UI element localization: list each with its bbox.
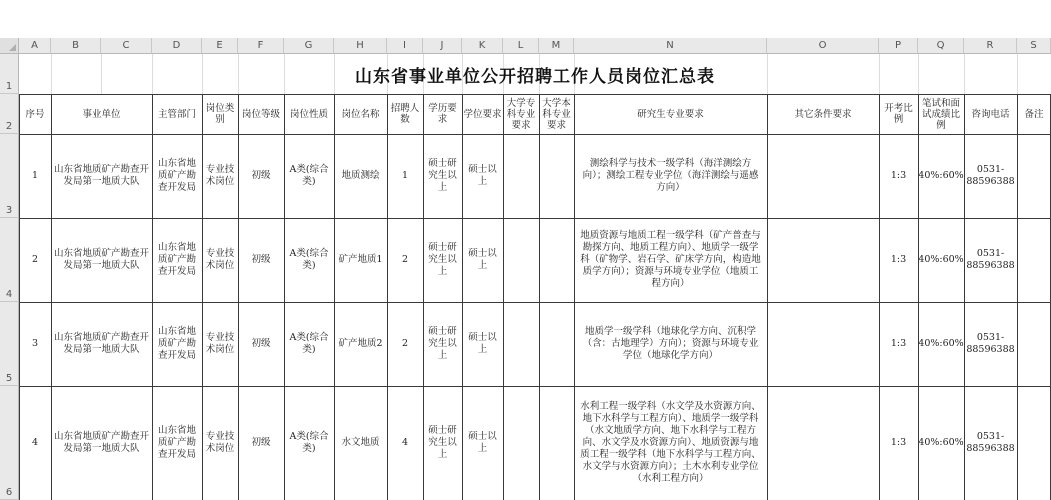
data-cell-post-level[interactable]: 初级 bbox=[251, 338, 271, 349]
column-header-j[interactable]: J bbox=[423, 38, 462, 54]
data-cell-post-level[interactable]: 初级 bbox=[251, 170, 271, 181]
table-border bbox=[19, 94, 1051, 95]
table-border bbox=[202, 94, 203, 500]
data-cell-recruit-num[interactable]: 2 bbox=[401, 254, 409, 265]
table-border bbox=[51, 94, 52, 500]
column-header-i[interactable]: I bbox=[387, 38, 423, 54]
data-cell-post-name[interactable]: 矿产地质1 bbox=[338, 254, 383, 265]
data-cell-bachelor-major[interactable] bbox=[539, 302, 574, 386]
table-border bbox=[964, 94, 965, 500]
table-border bbox=[423, 94, 424, 500]
data-cell-other[interactable] bbox=[767, 302, 879, 386]
table-border bbox=[152, 94, 153, 500]
row-header-6[interactable]: 6 bbox=[0, 386, 19, 500]
column-header-e[interactable]: E bbox=[202, 38, 238, 54]
data-cell-recruit-num[interactable]: 4 bbox=[401, 437, 409, 448]
data-cell-phone[interactable]: 0531-88596388 bbox=[966, 248, 1015, 271]
data-cell-graduate-major[interactable]: 地质资源与地质工程一级学科（矿产普查与勘探方向、地质工程方向）、地质学一级学科（矿物学、岩石学、矿床学方向，构造地质学方向）；资源与环境专业学位（地质工程方向） bbox=[580, 230, 761, 289]
column-header-f[interactable]: F bbox=[238, 38, 284, 54]
table-border bbox=[19, 302, 1051, 303]
column-header-h[interactable]: H bbox=[334, 38, 387, 54]
data-cell-degree[interactable]: 硕士以上 bbox=[468, 431, 497, 454]
header-cell-degree[interactable]: 学位要求 bbox=[463, 108, 502, 120]
header-cell-unit[interactable]: 事业单位 bbox=[82, 108, 121, 120]
data-cell-bachelor-major[interactable] bbox=[539, 386, 574, 500]
data-cell-post-type[interactable]: 专业技术岗位 bbox=[205, 248, 235, 271]
header-cell-other[interactable]: 其它条件要求 bbox=[794, 108, 852, 120]
data-cell-unit[interactable]: 山东省地质矿产勘查开发局第一地质大队 bbox=[54, 332, 150, 355]
data-cell-remark[interactable] bbox=[1017, 134, 1051, 218]
column-header-b[interactable]: B bbox=[51, 38, 101, 54]
data-cell-other[interactable] bbox=[767, 218, 879, 302]
data-cell-post-type[interactable]: 专业技术岗位 bbox=[205, 332, 235, 355]
data-cell-seq[interactable]: 3 bbox=[31, 338, 39, 349]
data-cell-post-nature[interactable]: A类(综合类) bbox=[289, 431, 329, 454]
column-header-r[interactable]: R bbox=[964, 38, 1017, 54]
header-cell-dept[interactable]: 主管部门 bbox=[157, 108, 196, 120]
data-cell-dept[interactable]: 山东省地质矿产勘查开发局 bbox=[157, 242, 196, 277]
table-border bbox=[284, 94, 285, 500]
data-cell-bachelor-major[interactable] bbox=[539, 134, 574, 218]
data-cell-ratio[interactable]: 1:3 bbox=[890, 254, 907, 265]
data-cell-post-level[interactable]: 初级 bbox=[251, 437, 271, 448]
data-cell-degree[interactable]: 硕士以上 bbox=[468, 248, 497, 271]
header-cell-post-type[interactable]: 岗位类别 bbox=[205, 103, 235, 125]
table-border bbox=[334, 94, 335, 500]
table-border bbox=[539, 94, 540, 500]
data-cell-remark[interactable] bbox=[1017, 302, 1051, 386]
column-header-s[interactable]: S bbox=[1017, 38, 1051, 54]
data-cell-post-name[interactable]: 矿产地质2 bbox=[338, 338, 383, 349]
column-header-k[interactable]: K bbox=[462, 38, 503, 54]
data-cell-unit[interactable]: 山东省地质矿产勘查开发局第一地质大队 bbox=[54, 431, 150, 454]
table-border bbox=[503, 94, 504, 500]
data-cell-post-level[interactable]: 初级 bbox=[251, 254, 271, 265]
header-cell-ratio[interactable]: 开考比例 bbox=[884, 103, 913, 125]
column-header-c[interactable]: C bbox=[101, 38, 152, 54]
data-cell-college-major[interactable] bbox=[503, 386, 539, 500]
data-cell-degree[interactable]: 硕士以上 bbox=[468, 164, 497, 187]
header-cell-phone[interactable]: 咨询电话 bbox=[971, 108, 1010, 120]
header-cell-bachelor-major[interactable]: 大学本科专业要求 bbox=[542, 97, 571, 131]
row-header-4[interactable]: 4 bbox=[0, 218, 19, 302]
data-cell-recruit-num[interactable]: 1 bbox=[401, 170, 409, 181]
column-header-q[interactable]: Q bbox=[918, 38, 964, 54]
data-cell-graduate-major[interactable]: 测绘科学与技术一级学科（海洋测绘方向）；测绘工程专业学位（海洋测绘与遥感方向） bbox=[582, 158, 759, 193]
table-border bbox=[387, 94, 388, 500]
data-cell-post-type[interactable]: 专业技术岗位 bbox=[205, 431, 235, 454]
data-cell-other[interactable] bbox=[767, 134, 879, 218]
header-cell-remark[interactable]: 备注 bbox=[1024, 108, 1044, 120]
header-cell-post-nature[interactable]: 岗位性质 bbox=[289, 108, 328, 120]
table-border bbox=[19, 134, 1051, 135]
row-header-3[interactable]: 3 bbox=[0, 134, 19, 218]
row-header-5[interactable]: 5 bbox=[0, 302, 19, 386]
data-cell-seq[interactable]: 2 bbox=[31, 254, 39, 265]
data-cell-dept[interactable]: 山东省地质矿产勘查开发局 bbox=[157, 425, 196, 460]
data-cell-post-nature[interactable]: A类(综合类) bbox=[289, 332, 329, 355]
table-border bbox=[879, 94, 880, 500]
column-header-d[interactable]: D bbox=[152, 38, 202, 54]
data-cell-graduate-major[interactable]: 地质学一级学科（地球化学方向、沉积学（含：古地理学）方向）；资源与环境专业学位（地球化学方向） bbox=[582, 326, 759, 361]
column-header-o[interactable]: O bbox=[767, 38, 879, 54]
data-cell-ratio[interactable]: 1:3 bbox=[890, 338, 907, 349]
data-cell-phone[interactable]: 0531-88596388 bbox=[966, 431, 1015, 454]
table-border bbox=[19, 386, 1051, 387]
data-cell-education[interactable]: 硕士研究生以上 bbox=[428, 242, 457, 277]
data-cell-college-major[interactable] bbox=[503, 134, 539, 218]
data-cell-remark[interactable] bbox=[1017, 386, 1051, 500]
column-header-g[interactable]: G bbox=[284, 38, 334, 54]
table-border bbox=[767, 94, 768, 500]
sheet-title[interactable]: 山东省事业单位公开招聘工作人员岗位汇总表 bbox=[355, 66, 715, 87]
data-cell-post-name[interactable]: 水文地质 bbox=[341, 437, 380, 448]
data-cell-unit[interactable]: 山东省地质矿产勘查开发局第一地质大队 bbox=[54, 248, 150, 271]
data-cell-bachelor-major[interactable] bbox=[539, 218, 574, 302]
data-cell-post-type[interactable]: 专业技术岗位 bbox=[205, 164, 235, 187]
data-cell-post-nature[interactable]: A类(综合类) bbox=[289, 164, 329, 187]
toolbar-area bbox=[0, 0, 1051, 38]
header-cell-education[interactable]: 学历要求 bbox=[428, 103, 457, 125]
data-cell-post-name[interactable]: 地质测绘 bbox=[341, 170, 380, 181]
data-cell-degree[interactable]: 硕士以上 bbox=[468, 332, 497, 355]
column-header-n[interactable]: N bbox=[574, 38, 767, 54]
data-cell-phone[interactable]: 0531-88596388 bbox=[966, 164, 1015, 187]
header-cell-post-name[interactable]: 岗位名称 bbox=[341, 108, 380, 120]
data-cell-education[interactable]: 硕士研究生以上 bbox=[428, 425, 457, 460]
data-cell-dept[interactable]: 山东省地质矿产勘查开发局 bbox=[157, 326, 196, 361]
column-header-m[interactable]: M bbox=[539, 38, 574, 54]
header-cell-college-major[interactable]: 大学专科专业要求 bbox=[506, 97, 536, 131]
select-all-corner[interactable] bbox=[0, 38, 19, 54]
data-cell-education[interactable]: 硕士研究生以上 bbox=[428, 158, 457, 193]
header-cell-graduate-major[interactable]: 研究生专业要求 bbox=[637, 108, 704, 120]
data-cell-phone[interactable]: 0531-88596388 bbox=[966, 332, 1015, 355]
table-border bbox=[19, 218, 1051, 219]
column-header-a[interactable]: A bbox=[19, 38, 51, 54]
data-cell-recruit-num[interactable]: 2 bbox=[401, 338, 409, 349]
data-cell-dept[interactable]: 山东省地质矿产勘查开发局 bbox=[157, 158, 196, 193]
table-border bbox=[19, 94, 20, 500]
header-cell-seq[interactable]: 序号 bbox=[25, 108, 45, 120]
table-border bbox=[462, 94, 463, 500]
header-cell-post-level[interactable]: 岗位等级 bbox=[241, 108, 280, 120]
data-cell-unit[interactable]: 山东省地质矿产勘查开发局第一地质大队 bbox=[54, 164, 150, 187]
table-border bbox=[574, 94, 575, 500]
data-cell-graduate-major[interactable]: 水利工程一级学科（水文学及水资源方向、地下水科学与工程方向）、地质学一级学科（水文地质学方向、地下水科学与工程方向、水文学及水资源方向）、地质资源与地质工程一级学科（地下水科学与工程方向、水文学与水资源方向）；土木水利专业学位（水利工程方向） bbox=[580, 401, 761, 484]
data-cell-education[interactable]: 硕士研究生以上 bbox=[428, 326, 457, 361]
header-cell-score-ratio[interactable]: 笔试和面试成绩比例 bbox=[921, 97, 960, 131]
data-cell-college-major[interactable] bbox=[503, 218, 539, 302]
table-border bbox=[918, 94, 919, 500]
data-cell-score-ratio[interactable]: 40%:60% bbox=[918, 437, 964, 448]
table-border bbox=[1017, 94, 1018, 500]
column-header-l[interactable]: L bbox=[503, 38, 539, 54]
row-header-2[interactable]: 2 bbox=[0, 94, 19, 134]
column-header-p[interactable]: P bbox=[879, 38, 918, 54]
header-cell-recruit-num[interactable]: 招聘人数 bbox=[390, 103, 420, 125]
data-cell-score-ratio[interactable]: 40%:60% bbox=[918, 338, 964, 349]
row-header-1[interactable]: 1 bbox=[0, 54, 19, 94]
data-cell-post-nature[interactable]: A类(综合类) bbox=[289, 248, 329, 271]
data-cell-college-major[interactable] bbox=[503, 302, 539, 386]
table-border bbox=[238, 94, 239, 500]
data-cell-other[interactable] bbox=[767, 386, 879, 500]
data-cell-ratio[interactable]: 1:3 bbox=[890, 170, 907, 181]
data-cell-score-ratio[interactable]: 40%:60% bbox=[918, 254, 964, 265]
data-cell-seq[interactable]: 1 bbox=[31, 170, 39, 181]
data-cell-ratio[interactable]: 1:3 bbox=[890, 437, 907, 448]
data-cell-seq[interactable]: 4 bbox=[31, 437, 39, 448]
data-cell-score-ratio[interactable]: 40%:60% bbox=[918, 170, 964, 181]
data-cell-remark[interactable] bbox=[1017, 218, 1051, 302]
